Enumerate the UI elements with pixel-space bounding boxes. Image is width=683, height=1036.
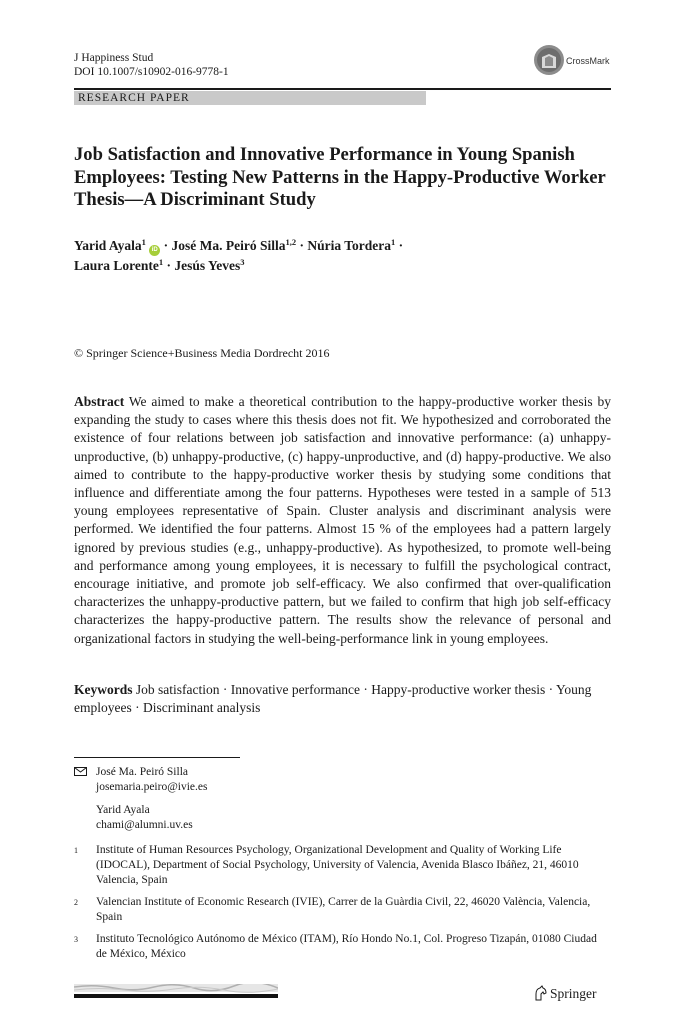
abstract-label: Abstract <box>74 394 125 409</box>
author-name[interactable]: Yarid Ayala <box>74 238 142 253</box>
author-affiliation-ref: 1 <box>158 257 164 267</box>
correspondence-block <box>96 765 208 833</box>
keywords <box>74 681 611 717</box>
corresponding-author-name: José Ma. Peiró Silla <box>96 766 188 778</box>
author-name[interactable]: Laura Lorente <box>74 258 159 273</box>
author-list: Yarid Ayala$^1$ iD · José Ma. Peiró Silla$^{1,2}$ · Núria Tordera$^1$ · Laura Lorente$^1$ · Jesús Yeves$^3$ <box>74 237 404 273</box>
journal-header <box>74 51 229 79</box>
keywords-label: Keywords <box>74 682 133 697</box>
affiliation-number: 2 <box>74 898 78 907</box>
author-name[interactable]: José Ma. Peiró Silla <box>171 238 286 253</box>
affiliation-number: 3 <box>74 935 78 944</box>
journal-name: J Happiness Stud <box>74 52 154 64</box>
author-affiliation-ref: 1 <box>141 237 146 247</box>
publisher-logo-text: Springer <box>550 986 597 1001</box>
affiliation-text: Valencian Institute of Economic Research (IVIE), Carrer de la Guàrdia Civil, 22, 46020 València, Valencia, Spain <box>96 896 591 923</box>
doi[interactable]: DOI 10.1007/s10902-016-9778-1 <box>74 66 229 78</box>
crossmark-label[interactable]: CrossMark <box>566 56 610 66</box>
article-title: Job Satisfaction and Innovative Performance in Young Spanish Employees: Testing New Patterns in the Happy-Productive Worker Thesis—A Discriminant Study <box>74 144 606 210</box>
crossmark-icon[interactable] <box>533 44 565 76</box>
abstract <box>74 393 611 648</box>
abstract-text: We aimed to make a theoretical contribution to the happy-productive worker thesis by expanding the study to cases where this thesis does not fit. We hypothesized and corroborated the existence of four relations between job satisfaction and innovative performance: (a) unhappy-unproductive, (b) unhappy-productive, (c) happy-unproductive, and (d) happy-productive. We also aimed to contribute to the happy-productive worker thesis by studying some conditions that influence and differentiate among the four patterns. Hypotheses were tested in a sample of 513 young employees representative of Spain. Cluster analysis and discriminant analysis were performed. We identified the four patterns. Almost 15 % of the employees had a pattern largely ignored by previous studies (e.g., unhappy-productive). As hypothesized, to promote well-being and performance among young employees, it is necessary to fulfill the psychological contract, encourage initiative, and promote job self-efficacy. We also confirmed that over-qualification characterizes the unhappy-productive pattern, but we failed to confirm that high job self-efficacy characterizes the happy-productive pattern. The results show the relevance of personal and organizational factors in studying the well-being-performance link in young employees. <box>74 394 611 646</box>
corresponding-author-email[interactable]: chami@alumni.uv.es <box>96 819 193 831</box>
affiliation-text: Instituto Tecnológico Autónomo de México (ITAM), Río Hondo No.1, Col. Progreso Tizapán, 01080 Ciudad de México, México <box>96 933 597 960</box>
orcid-icon[interactable]: iD <box>149 245 160 256</box>
corresponding-author-name: Yarid Ayala <box>96 804 150 816</box>
header-rule <box>74 88 611 90</box>
author-affiliation-ref: 1,2 <box>285 237 297 247</box>
corresponding-author-email[interactable]: josemaria.peiro@ivie.es <box>96 781 208 793</box>
author-name[interactable]: Jesús Yeves <box>174 258 241 273</box>
keywords-text: Job satisfaction · Innovative performance · Happy-productive worker thesis · Young employees · Discriminant analysis <box>74 682 592 716</box>
footnote-rule <box>74 757 240 758</box>
section-label: RESEARCH PAPER <box>78 92 190 104</box>
author-affiliation-ref: 3 <box>240 257 245 267</box>
author-affiliation-ref: 1 <box>391 237 396 247</box>
envelope-icon <box>74 767 87 776</box>
decorative-barcode <box>74 984 278 998</box>
springer-horse-icon <box>533 985 548 1001</box>
affiliation-number: 1 <box>74 846 78 855</box>
copyright-notice: © Springer Science+Business Media Dordrecht 2016 <box>74 346 330 360</box>
author-name[interactable]: Núria Tordera <box>307 238 392 253</box>
affiliation-text: Institute of Human Resources Psychology, Organizational Development and Quality of Working Life (IDOCAL), Department of Social Psychology, University of Valencia, Avenida Blasco Ibáñez, 21, 46010 Valencia, Spain <box>96 844 579 886</box>
